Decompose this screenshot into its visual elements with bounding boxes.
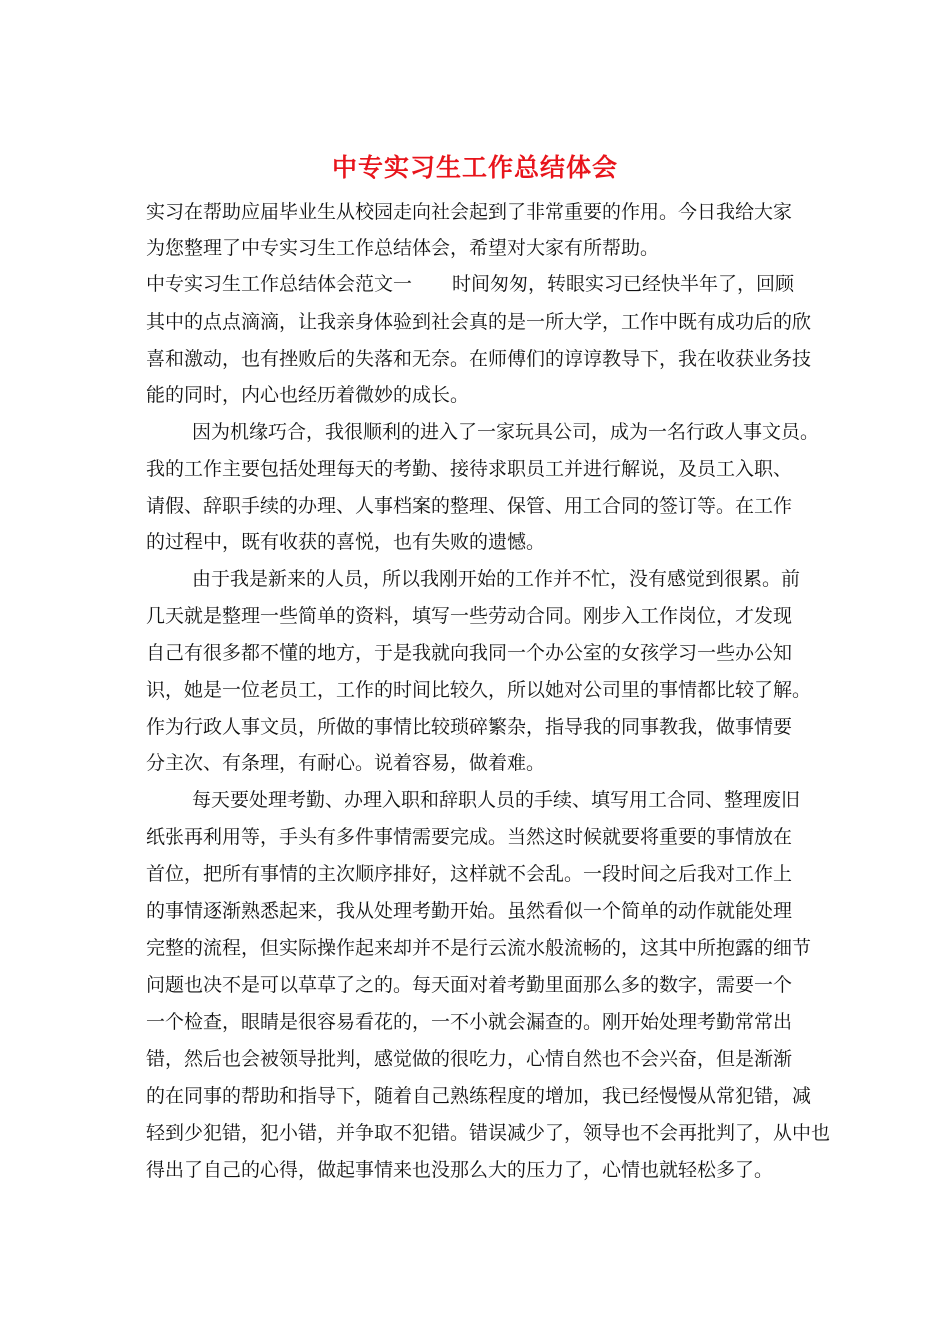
paragraph-line: 的事情逐渐熟悉起来，我从处理考勤开始。虽然看似一个简单的动作就能处理 <box>146 900 793 922</box>
paragraph-line <box>146 272 794 296</box>
paragraph-line: 识，她是一位老员工，工作的时间比较久，所以她对公司里的事情都比较了解。 <box>146 679 812 701</box>
paragraph-line: 轻到少犯错，犯小错，并争取不犯错。错误减少了，领导也不会再批判了，从中也 <box>146 1122 831 1144</box>
paragraph-line: 为您整理了中专实习生工作总结体会，希望对大家有所帮助。 <box>146 237 660 259</box>
paragraph-line: 其中的点点滴滴，让我亲身体验到社会真的是一所大学，工作中既有成功后的欣 <box>146 311 812 333</box>
paragraph-line: 得出了自己的心得，做起事情来也没那么大的压力了，心情也就轻松多了。 <box>146 1159 774 1181</box>
paragraph-line: 我的工作主要包括处理每天的考勤、接待求职员工并进行解说，及员工入职、 <box>146 458 793 480</box>
paragraph-line: 错，然后也会被领导批判，感觉做的很吃力，心情自然也不会兴奋，但是渐渐 <box>146 1048 793 1070</box>
paragraph-line: 实习在帮助应届毕业生从校园走向社会起到了非常重要的作用。今日我给大家 <box>146 201 793 223</box>
paragraph-line: 请假、辞职手续的办理、人事档案的整理、保管、用工合同的签订等。在工作 <box>146 495 793 517</box>
paragraph-line: 自己有很多都不懂的地方，于是我就向我同一个办公室的女孩学习一些办公知 <box>146 642 793 664</box>
paragraph-line: 一个检查，眼睛是很容易看花的，一不小就会漏查的。刚开始处理考勤常常出 <box>146 1011 793 1033</box>
paragraph-line: 几天就是整理一些简单的资料，填写一些劳动合同。刚步入工作岗位，才发现 <box>146 605 793 627</box>
paragraph-line: 作为行政人事文员，所做的事情比较琐碎繁杂，指导我的同事教我，做事情要 <box>146 716 793 738</box>
paragraph-text: 时间匆匆，转眼实习已经快半年了，回顾 <box>452 273 795 295</box>
paragraph-line: 分主次、有条理，有耐心。说着容易，做着难。 <box>146 752 546 774</box>
paragraph-line: 喜和激动，也有挫败后的失落和无奈。在师傅们的谆谆教导下，我在收获业务技 <box>146 348 812 370</box>
paragraph-line: 因为机缘巧合，我很顺利的进入了一家玩具公司，成为一名行政人事文员。 <box>192 421 820 443</box>
paragraph-line: 问题也决不是可以草草了之的。每天面对着考勤里面那么多的数字，需要一个 <box>146 974 793 996</box>
document-title: 中专实习生工作总结体会 <box>331 153 618 182</box>
paragraph-line: 纸张再利用等，手头有多件事情需要完成。当然这时候就要将重要的事情放在 <box>146 826 793 848</box>
paragraph-line: 能的同时，内心也经历着微妙的成长。 <box>146 384 470 406</box>
paragraph-line: 的过程中，既有收获的喜悦，也有失败的遗憾。 <box>146 531 546 553</box>
paragraph-line: 由于我是新来的人员，所以我刚开始的工作并不忙，没有感觉到很累。前 <box>192 568 801 590</box>
paragraph-line: 的在同事的帮助和指导下，随着自己熟练程度的增加，我已经慢慢从常犯错，减 <box>146 1085 812 1107</box>
paragraph-line: 每天要处理考勤、办理入职和辞职人员的手续、填写用工合同、整理废旧 <box>192 789 801 811</box>
section-heading: 中专实习生工作总结体会范文一 <box>146 273 413 295</box>
paragraph-line: 完整的流程，但实际操作起来却并不是行云流水般流畅的，这其中所抱露的细节 <box>146 937 812 959</box>
paragraph-line: 首位，把所有事情的主次顺序排好，这样就不会乱。一段时间之后我对工作上 <box>146 863 793 885</box>
